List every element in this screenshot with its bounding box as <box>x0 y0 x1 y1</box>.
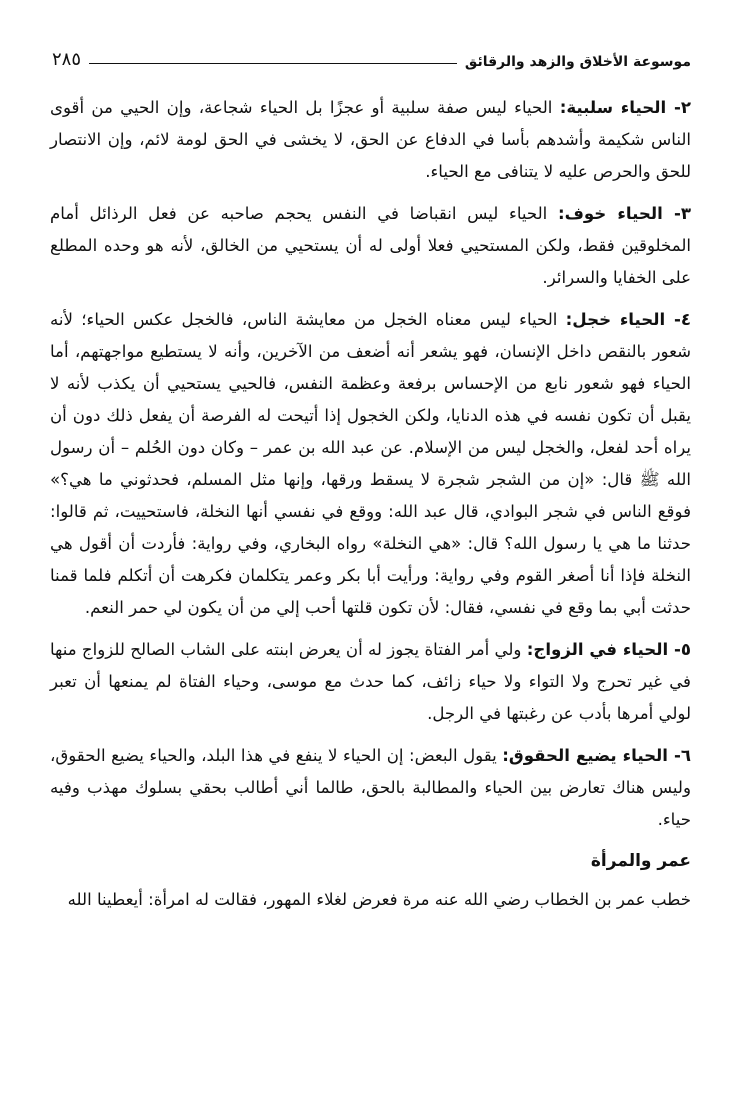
paragraph-lead: ٦- الحياء يضيع الحقوق: <box>502 746 691 765</box>
section-paragraph: خطب عمر بن الخطاب رضي الله عنه مرة فعرض لغلاء المهور، فقالت له امرأة: أيعطينا الله <box>67 890 691 909</box>
page-header <box>52 38 691 70</box>
paragraph-2 <box>50 92 691 188</box>
paragraph-5 <box>50 634 691 730</box>
paragraph-text: الحياء ليس صفة سلبية أو عجزًا بل الحياء شجاعة، وإن الحيي من أقوى الناس شكيمة وأشدهم بأسا في الدفاع عن الحق، لا يخشى في الحق لومة لائم، وإن الانتصار للحق والحرص عليه لا يتنافى مع الحياء. <box>50 98 691 181</box>
paragraph-text: الحياء ليس انقباضا في النفس يحجم صاحبه عن فعل الرذائل أمام المخلوقين فقط، ولكن المستحيي فعلا أولى له أن يستحيي من الخالق، لأنه هو وحده المطلع على الخفايا والسرائر. <box>50 204 691 287</box>
page-body <box>50 92 691 916</box>
page-number: ٢٨٥ <box>52 49 82 70</box>
paragraph-4 <box>50 304 691 624</box>
paragraph-3 <box>50 198 691 294</box>
paragraph-lead: ٣- الحياء خوف: <box>557 204 691 223</box>
paragraph-text: يقول البعض: إن الحياء لا ينفع في هذا البلد، والحياء يضيع الحقوق، وليس هناك تعارض بين الحياء والمطالبة بالحق، طالما أني أطالب بحقي بسلوك مهذب وفيه حياء. <box>50 746 691 829</box>
header-rule <box>89 63 457 64</box>
paragraph-lead: ٥- الحياء في الزواج: <box>526 640 692 659</box>
paragraph-text: الحياء ليس معناه الخجل من معايشة الناس، فالخجل عكس الحياء؛ لأنه شعور بالنقص داخل الإنسان، فهو يشعر أنه أضعف من الآخرين، وأنه لا يستطيع مواجهتهم، أما الحياء فهو شعور نابع من الإحساس برفعة وعظمة النفس، فالحيي يستحيي أن يكذب لأنه لا يقبل أن تكون نفسه في هذه الدنايا، ولكن الخجول إذا أتيحت له الفرصة أن يفعل ذلك دون أن يراه أحد لفعل، والخجل ليس من الإسلام. عن عبد الله بن عمر – وكان دون الحُلم – أن رسول الله ﷺ قال: «إن من الشجر شجرة لا يسقط ورقها، وإنها مثل المسلم، فحدثوني ما هي؟» فوقع الناس في شجر البوادي، قال عبد الله: ووقع في نفسي أنها النخلة، فاستحييت، ثم قالوا: حدثنا ما هي يا رسول الله؟ قال: «هي النخلة» رواه البخاري، وفي رواية: فأردت أن أقول هي النخلة فإذا أنا أصغر القوم وفي رواية: ورأيت أبا بكر وعمر يتكلمان فكرهت أن أتكلم فلما قمنا حدثت أبي بما وقع في نفسي، فقال: لأن تكون قلتها أحب إلي من أن يكون لي حمر النعم. <box>50 310 691 617</box>
paragraph-6 <box>50 740 691 836</box>
section-heading: عمر والمرأة <box>590 851 691 871</box>
paragraph-text: ولي أمر الفتاة يجوز له أن يعرض ابنته على الشاب الصالح للزواج منها في غير تحرج ولا التواء ولا حياء زائف، كما حدث مع موسى، وحياء الفتاة لم يمنعها أن تعبر لولي أمرها بأدب عن رغبتها في الرجل. <box>50 640 691 723</box>
paragraph-lead: ٢- الحياء سلبية: <box>559 98 691 117</box>
paragraph-lead: ٤- الحياء خجل: <box>565 310 691 329</box>
running-title: موسوعة الأخلاق والزهد والرقائق <box>464 54 691 70</box>
